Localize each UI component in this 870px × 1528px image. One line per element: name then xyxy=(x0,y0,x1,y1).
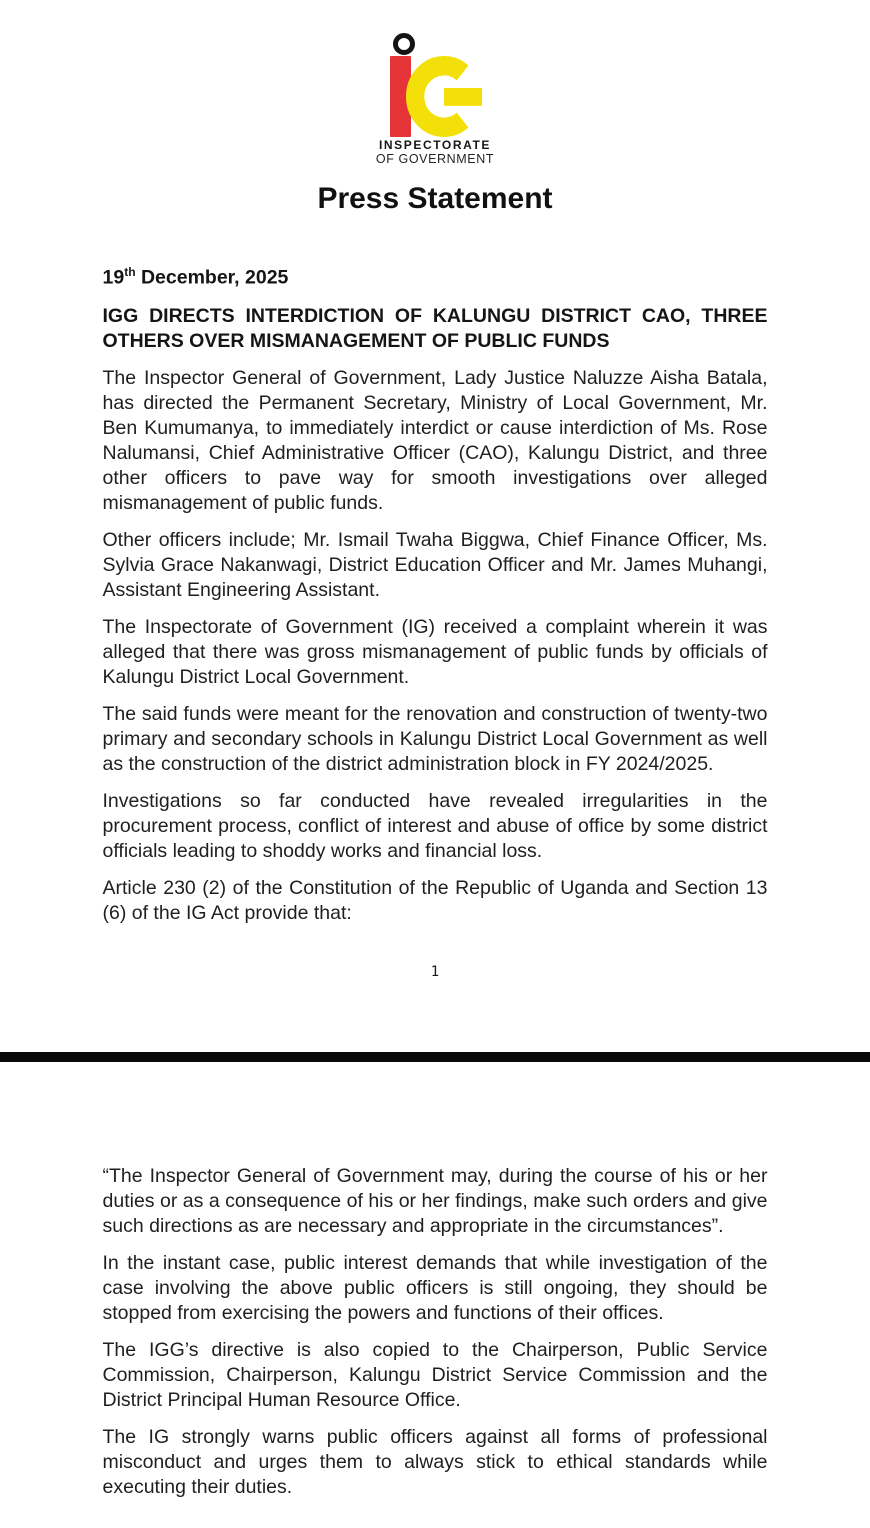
paragraph: The IG strongly warns public officers against all forms of professional misconduct and urges them to always stick to ethical standards while executing their duties. xyxy=(102,1425,768,1498)
paragraph: Other officers include; Mr. Ismail Twaha Biggwa, Chief Finance Officer, Ms. Sylvia Grace Nakanwagi, District Education Officer and Mr. James Muhangi, Assistant Engineering Assistant. xyxy=(102,528,768,601)
press-statement-document xyxy=(0,33,870,1500)
ig-monogram xyxy=(390,33,480,137)
logo-letter-g-icon xyxy=(406,56,482,137)
headline: IGG DIRECTS INTERDICTION OF KALUNGU DISTRICT CAO, THREE OTHERS OVER MISMANAGEMENT OF PUBLIC FUNDS xyxy=(102,304,768,352)
logo-text-inspectorate: INSPECTORATE xyxy=(378,138,492,152)
quote-paragraph: “The Inspector General of Government may, during the course of his or her duties or as a consequence of his or her findings, make such orders and give such directions as are necessary and appropriate in the circumstances”. xyxy=(102,1164,768,1237)
page-1 xyxy=(0,33,870,981)
paragraph: The IGG’s directive is also copied to the Chairperson, Public Service Commission, Chairperson, Kalungu District Service Commission and the District Principal Human Resource Office. xyxy=(102,1338,768,1411)
logo-ring-icon xyxy=(393,33,415,55)
paragraph: The Inspectorate of Government (IG) received a complaint wherein it was alleged that there was gross mismanagement of public funds by officials of Kalungu District Local Government. xyxy=(102,615,768,688)
ig-logo xyxy=(103,33,768,167)
date-ordinal: th xyxy=(124,265,136,279)
date-line xyxy=(103,260,768,291)
page-divider xyxy=(0,1052,870,1062)
date-rest: December, 2025 xyxy=(135,266,289,289)
paragraph: Article 230 (2) of the Constitution of the Republic of Uganda and Section 13 (6) of the IG Act provide that: xyxy=(102,876,768,924)
date-day: 19 xyxy=(102,266,125,289)
paragraph: In the instant case, public interest demands that while investigation of the case involving the above public officers is still ongoing, they should be stopped from exercising the powers and functions of their offices. xyxy=(102,1251,768,1324)
document-title: Press Statement xyxy=(317,182,553,215)
paragraph: The Inspector General of Government, Lady Justice Naluzze Aisha Batala, has directed the Permanent Secretary, Ministry of Local Government, Mr. Ben Kumumanya, to immediately interdict or cause interdiction of Ms. Rose Nalumansi, Chief Administrative Officer (CAO), Kalungu District, and three other officers to pave way for smooth investigations over alleged mismanagement of public funds. xyxy=(102,366,768,514)
logo-text-of-government: OF GOVERNMENT xyxy=(375,152,495,166)
page-2 xyxy=(0,1062,870,1500)
paragraph: Investigations so far conducted have revealed irregularities in the procurement process, conflict of interest and abuse of office by some district officials leading to shoddy works and financial loss. xyxy=(102,789,768,862)
paragraph: The said funds were meant for the renovation and construction of twenty-two primary and secondary schools in Kalungu District Local Government as well as the construction of the district administration block in FY 2024/2025. xyxy=(102,702,768,775)
page-number: 1 xyxy=(430,963,440,980)
